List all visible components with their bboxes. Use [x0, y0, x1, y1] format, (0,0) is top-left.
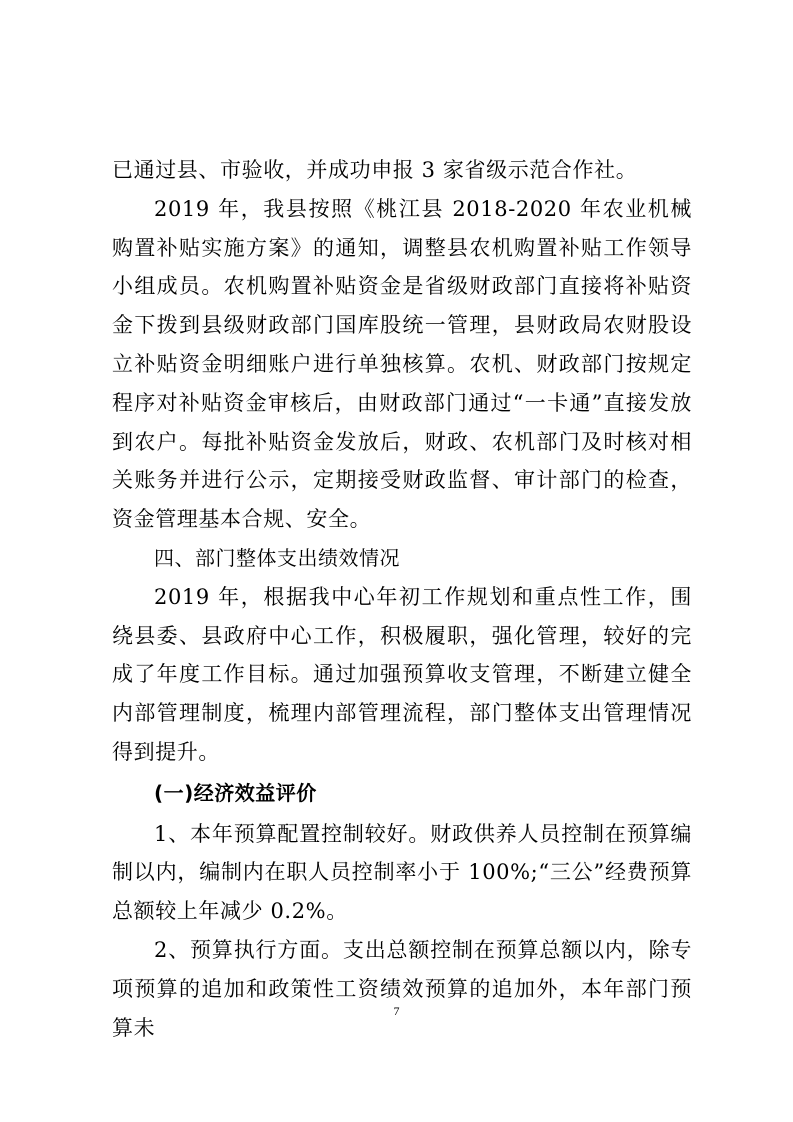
subheading-economic-evaluation: (一)经济效益评价: [154, 780, 317, 805]
paragraph-continuation: 已通过县、市验收，并成功申报 3 家省级示范合作社。: [112, 158, 638, 182]
paragraph-performance-overview: 2019 年，根据我中心年初工作规划和重点性工作，围绕县委、县政府中心工作，积极履职，强化管理，较好的完成了年度工作目标。通过加强预算收支管理，不断建立健全内部管理制度，梳理内部管理流程，部门整体支出管理情况得到提升。: [112, 584, 692, 764]
paragraph-budget-allocation: 1、本年预算配置控制较好。财政供养人员控制在预算编制以内，编制内在职人员控制率小于 100%;“三公”经费预算总额较上年减少 0.2%。: [112, 821, 692, 924]
paragraph-budget-execution: 2、预算执行方面。支出总额控制在预算总额以内，除专项预算的追加和政策性工资绩效预算的追加外，本年部门预算未: [112, 937, 692, 1040]
paragraph-subsidy-implementation: 2019 年，我县按照《桃江县 2018-2020 年农业机械购置补贴实施方案》的通知，调整县农机购置补贴工作领导小组成员。农机购置补贴资金是省级财政部门直接将补贴资金下拨到县级财政部门国库股统一管理，县财政局农财股设立补贴资金明细账户进行单独核算。农机、财政部门按规定程序对补贴资金审核后，由财政部门通过“一卡通”直接发放到农户。每批补贴资金发放后，财政、农机部门及时核对相关账务并进行公示，定期接受财政监督、审计部门的检查，资金管理基本合规、安全。: [112, 196, 692, 532]
document-body: [112, 151, 692, 1047]
section-heading-performance: 四、部门整体支出绩效情况: [154, 545, 400, 570]
page-number: 7: [393, 1004, 400, 1018]
